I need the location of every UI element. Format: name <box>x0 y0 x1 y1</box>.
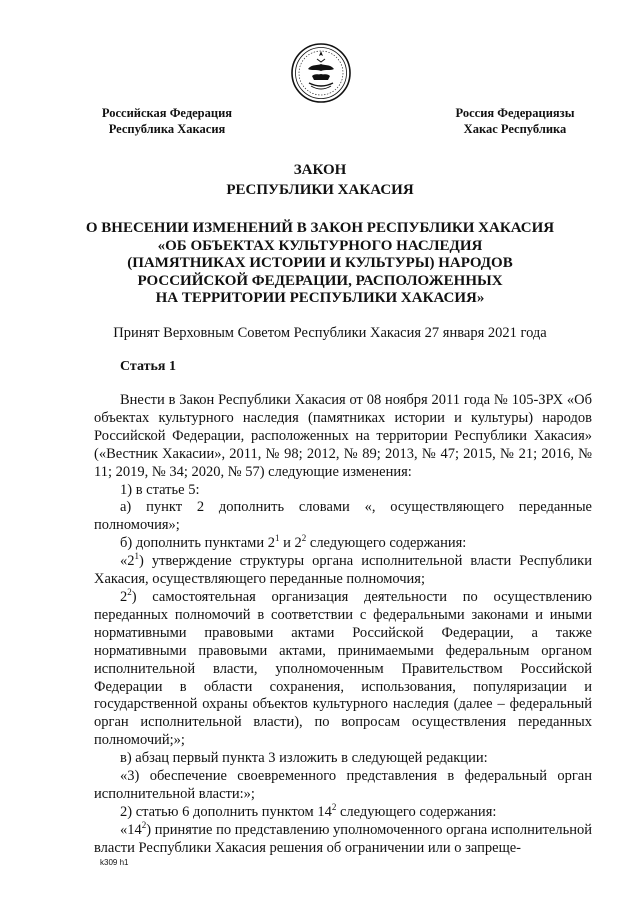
paragraph-10 <box>94 819 592 858</box>
paragraph-4-text-a: б) дополнить пунктами 2 <box>120 535 275 552</box>
paragraph-6 <box>94 589 592 750</box>
paragraph-9-text-a: 2) статью 6 дополнить пунктом 14 <box>120 803 332 820</box>
header-left-block <box>92 105 242 137</box>
coat-of-arms-emblem <box>290 42 352 104</box>
paragraph-6-sup: 2 <box>127 587 132 598</box>
header-right-block <box>440 105 590 137</box>
paragraph-4-text-c: следующего содержания: <box>306 535 467 552</box>
header-left-line-1: Российская Федерация <box>101 106 233 120</box>
adoption-line: Принят Верховным Советом Республики Хакасия 27 января 2021 года <box>113 325 547 341</box>
paragraph-5-sup: 1 <box>134 551 139 562</box>
document-title <box>60 220 580 308</box>
header-left-line-2: Республика Хакасия <box>108 122 226 136</box>
title-line-1: О ВНЕСЕНИИ ИЗМЕНЕНИЙ В ЗАКОН РЕСПУБЛИКИ ХАКАСИЯ <box>85 220 555 236</box>
title-line-5: НА ТЕРРИТОРИИ РЕСПУБЛИКИ ХАКАСИЯ» <box>155 290 485 306</box>
paragraph-3: а) пункт 2 дополнить словами «, осуществляющего переданные полномочия»; <box>94 499 592 534</box>
paragraph-8: «3) обеспечение своевременного представления в федеральный орган исполнительной власти:»; <box>94 768 592 802</box>
document-issuer: РЕСПУБЛИКИ ХАКАСИЯ <box>226 182 414 198</box>
header-right-line-2: Хакас Республика <box>463 122 567 136</box>
header-right-line-1: Россия Федерациязы <box>455 106 575 120</box>
paragraph-9 <box>94 804 592 822</box>
paragraph-10-text-a: «14 <box>120 821 142 838</box>
paragraph-5-text-b: ) утверждение структуры органа исполнительной власти Республики Хакасия, осуществляющего переданные полномочия; <box>94 553 592 588</box>
paragraph-10-sup: 2 <box>141 819 147 830</box>
paragraph-10-text-b: ) принятие по представлению уполномоченного органа исполнительной власти Республики Хакасия решения об ограничении или о запреще- <box>94 821 592 856</box>
paragraph-7: в) абзац первый пункта 3 изложить в следующей редакции: <box>120 750 488 767</box>
title-line-4: РОССИЙСКОЙ ФЕДЕРАЦИИ, РАСПОЛОЖЕННЫХ <box>137 272 503 289</box>
title-line-2: «ОБ ОБЪЕКТАХ КУЛЬТУРНОГО НАСЛЕДИЯ <box>157 237 483 254</box>
paragraph-2: 1) в статье 5: <box>120 481 200 498</box>
paragraph-4 <box>94 535 592 553</box>
title-line-3: (ПАМЯТНИКАХ ИСТОРИИ И КУЛЬТУРЫ) НАРОДОВ <box>127 255 513 271</box>
paragraph-4-sup-2: 2 <box>301 533 307 544</box>
paragraph-5 <box>94 553 592 589</box>
paragraph-4-text-b: и 2 <box>279 535 302 552</box>
paragraph-9-text-b: следующего содержания: <box>336 803 497 820</box>
paragraph-9-sup: 2 <box>331 802 337 813</box>
article-body <box>94 392 592 858</box>
footer-code: k309 h1 <box>100 858 129 867</box>
paragraph-5-text-a: «2 <box>120 553 135 570</box>
paragraph-6-text-b: ) самостоятельная организация деятельности по осуществлению переданных полномочий в соответствии с федеральными законами и иными нормативными правовыми актами Российской Федерации, а также нормативными правовыми актами, принимаемыми федеральным органом исполнительной власти, уполномоченным Правительством Российской Федерации в области сохранения, использования, популяризации и государственной охраны объектов культурного наследия (далее – федеральный орган исполнительной власти), по вопросам осуществления переданных полномочий;»; <box>94 588 592 749</box>
paragraph-6-text-a: 2 <box>120 588 128 605</box>
article-heading: Статья 1 <box>120 359 176 374</box>
paragraph-1: Внести в Закон Республики Хакасия от 08 ноября 2011 года № 105-ЗРХ «Об объектах культурного наследия (памятниках истории и культуры) народов Российской Федерации, расположенных на территории Республики Хакасия» («Вестник Хакасии», 2011, № 98; 2012, № 89; 2013, № 47; 2015, № 21; 2016, № 11; 2019, № 34; 2020, № 57) следующие изменения: <box>94 392 592 480</box>
document-type: ЗАКОН <box>293 162 347 178</box>
paragraph-4-sup-1: 1 <box>275 533 280 544</box>
